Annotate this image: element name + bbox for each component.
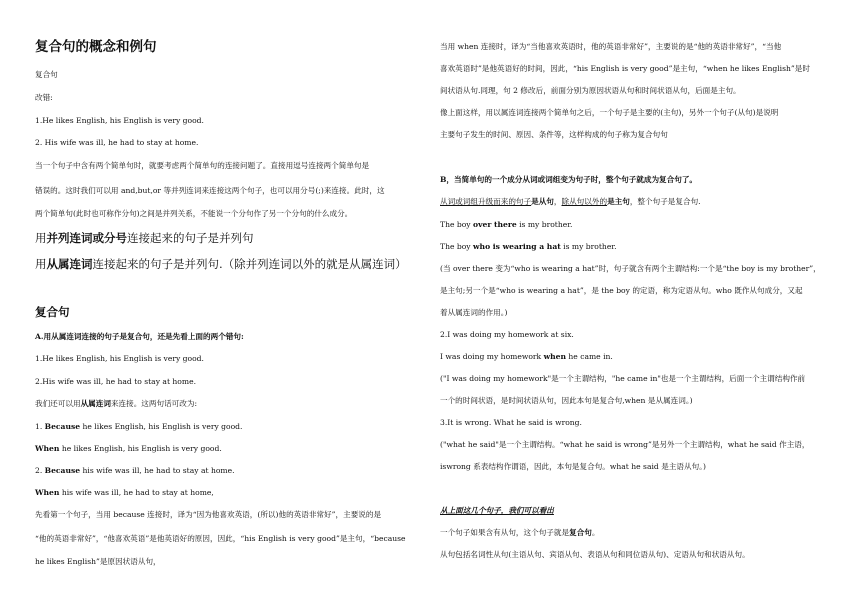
example-sentence: 2.His wife was ill, he had to stay at home. (35, 377, 196, 386)
example-sentence (35, 422, 242, 432)
paragraph-line: 当一个句子中含有两个简单句时，就要考虑两个简单句的连接问题了。直接用逗号连接两个简单句是 (35, 161, 370, 170)
paragraph-line (440, 528, 599, 538)
conclusion-heading: 从上面这几个句子，我们可以看出 (440, 506, 554, 515)
example-sentence: 1.He likes English, his English is very good. (35, 116, 204, 125)
example-sentence (440, 352, 613, 362)
rule-text: 连接起来的句子是并列句 (127, 231, 254, 245)
rule-keyword: 从属连词 (46, 257, 93, 271)
rule-keyword: 并列连词或分号 (46, 231, 127, 245)
keyword: When (35, 444, 60, 453)
section-a-heading: A.用从属连词连接的句子是复合句，还是先看上面的两个错句: (35, 332, 244, 341)
keyword: 从属连词 (80, 399, 111, 408)
keyword: Because (44, 422, 81, 431)
keyword: over there (473, 220, 517, 229)
text: 来连接。这两句话可改为: (110, 399, 198, 408)
page-title: 复合句的概念和例句 (35, 39, 157, 55)
paragraph-line: 着从属连词的作用。) (440, 308, 508, 317)
example-sentence (440, 242, 617, 252)
paragraph-line: 一个的时间状语，是时间状语从句，因此本句是复合句,when 是从属连词。) (440, 396, 693, 405)
paragraph-line: ("I was doing my homework"是一个主谓结构，"he came in"也是一个主谓结构，后面一个主谓结构作前 (440, 374, 806, 383)
paragraph-line: 喜欢英语时”是他英语好的时间，因此，“his English is very good”是主句，“when he likes English”是时 (440, 64, 810, 73)
text: is my brother. (560, 242, 617, 251)
keyword: when (543, 352, 566, 361)
keyword: Because (44, 466, 81, 475)
example-sentence: 2. His wife was ill, he had to stay at home. (35, 138, 199, 147)
text: 1. (35, 422, 45, 431)
rule-coordinate (35, 231, 254, 245)
example-sentence (35, 444, 222, 454)
section-heading: 复合句 (35, 305, 70, 319)
paragraph-line: 从句包括名词性从句(主语从句、宾语从句、表语从句和同位语从句)、定语从句和状语从句。 (440, 550, 750, 559)
paragraph-line: 两个简单句(此时也可称作分句)之间是并列关系，不能说一个分句作了另一个分句的什么成分。 (35, 209, 353, 218)
paragraph-line: ("what he said"是一个主谓结构。“what he said is wrong”是另外一个主谓结构，what he said 作主语， (440, 440, 810, 449)
example-sentence: 3.It is wrong. What he said is wrong. (440, 418, 582, 427)
keyword: 复合句 (569, 528, 592, 537)
section-b-heading: B，当简单句的一个成分从词或词组变为句子时，整个句子就成为复合句了。 (440, 175, 698, 184)
correct-label: 改错: (35, 93, 53, 102)
text: The boy (440, 220, 474, 229)
text: he came in. (565, 352, 613, 361)
text: The boy (440, 242, 474, 251)
rule-subordinate (35, 257, 407, 271)
text: 一个句子如果含有从句，这个句子就是 (440, 528, 570, 537)
subtitle: 复合句 (35, 70, 58, 79)
example-sentence (440, 220, 572, 230)
example-sentence (35, 466, 235, 476)
rule-text: 用 (35, 231, 47, 245)
paragraph-line: 是主句;另一个是“who is wearing a hat”，是 the boy 的定语，称为定语从句。who 既作从句成分，又起 (440, 286, 803, 295)
paragraph-line: 间状语从句.同理，句 2 修改后，前面分别为原因状语从句和时间状语从句，后面是主句。 (440, 86, 741, 95)
example-sentence (35, 488, 214, 498)
text: 从词或词组升级而来的句子 (440, 197, 532, 206)
keyword: When (35, 488, 60, 497)
text: 2. (35, 466, 45, 475)
text: his wife was ill, he had to stay at home, (59, 488, 214, 497)
paragraph-line: he likes English”是原因状语从句， (35, 557, 161, 566)
keyword: 是从句 (531, 197, 554, 206)
keyword: 是主句 (607, 197, 630, 206)
paragraph-line (35, 399, 197, 409)
paragraph-line: 主要句子发生的时间、原因、条件等，这样构成的句子称为复合句句 (440, 130, 668, 139)
example-sentence: 1.He likes English, his English is very good. (35, 354, 204, 363)
paragraph-line: 像上面这样，用以属连词连接两个简单句之后，一个句子是主要的(主句)，另外一个句子(从句)是说明 (440, 108, 779, 117)
text: 我们还可以用 (35, 399, 81, 408)
paragraph-line: “他的英语非常好”，“他喜欢英语”是他英语好的原因，因此，“his English is very good”是主句，“because (35, 534, 406, 543)
text: he likes English, his English is very good. (80, 422, 243, 431)
text: is my brother. (516, 220, 573, 229)
text: he likes English, his English is very good. (59, 444, 222, 453)
paragraph-line (440, 197, 701, 207)
text: ， (553, 197, 562, 206)
paragraph-line: 错误的。这时我们可以用 and,but,or 等并列连词来连接这两个句子，也可以用分号(;)来连接。此时，这 (35, 186, 385, 195)
paragraph-line: 先看第一个句子，当用 because 连接时，译为“因为他喜欢英语，(所以)他的英语非常好”，主要说的是 (35, 510, 382, 519)
rule-text: 连接起来的句子是并列句.（除并列连词以外的就是从属连词） (92, 257, 407, 271)
text: I was doing my homework (440, 352, 544, 361)
paragraph-line: (当 over there 变为“who is wearing a hat”时，句子就含有两个主谓结构:一个是“the boy is my brother”， (440, 264, 821, 273)
rule-text: 用 (35, 257, 47, 271)
paragraph-line: iswrong 系表结构作谓语，因此，本句是复合句。what he said 是主语从句。) (440, 462, 706, 471)
text: his wife was ill, he had to stay at home. (80, 466, 235, 475)
paragraph-line: 当用 when 连接时，译为“当他喜欢英语时，他的英语非常好”，主要说的是“他的英语非常好”，“当他 (440, 42, 782, 51)
example-sentence: 2.I was doing my homework at six. (440, 330, 574, 339)
keyword: who is wearing a hat (473, 242, 561, 251)
text: 。 (591, 528, 600, 537)
text: ，整个句子是复合句. (629, 197, 701, 206)
text: 除从句以外的 (561, 197, 608, 206)
